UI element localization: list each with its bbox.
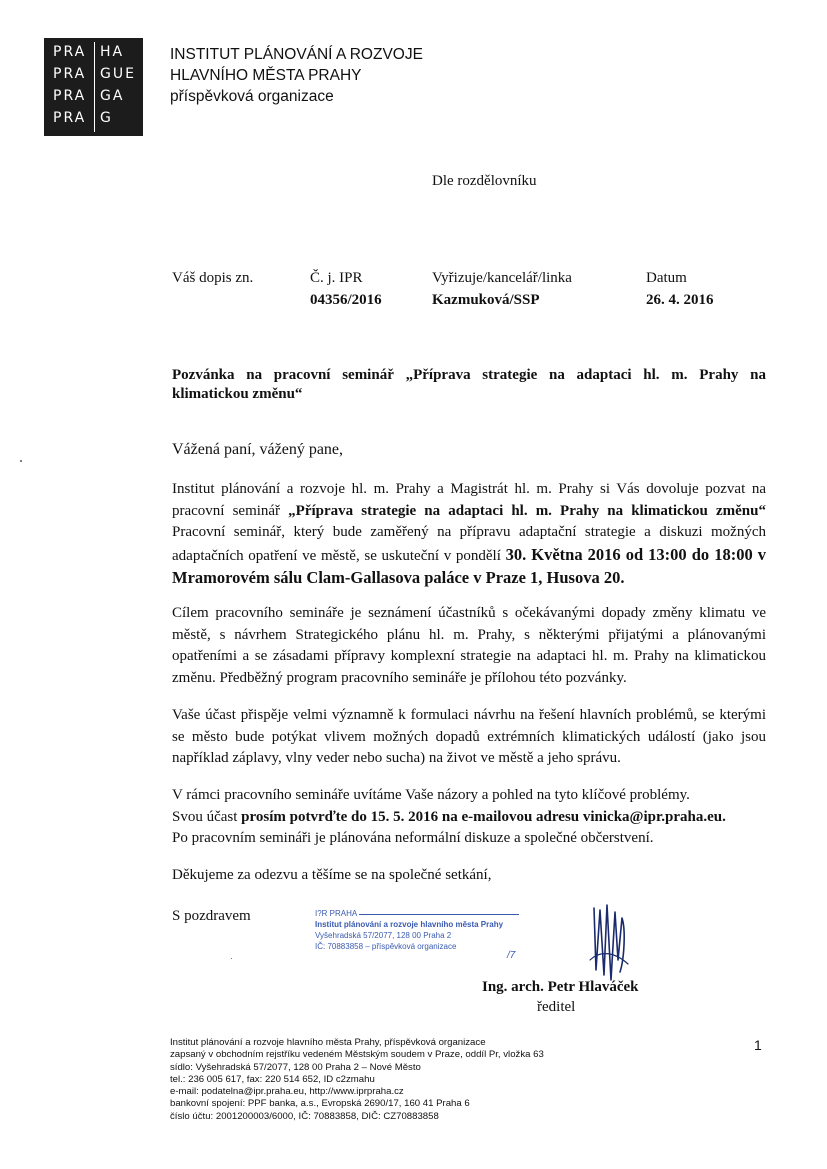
salutation: Vážená paní, vážený pane, <box>172 441 344 458</box>
seminar-title: „Příprava strategie na adaptaci hl. m. Prahy na klimatickou změnu“ <box>288 502 766 519</box>
footer-line: Institut plánování a rozvoje hlavního města Prahy, příspěvková organizace <box>170 1037 486 1048</box>
subject-line2: klimatickou změnu“ <box>172 386 303 402</box>
logo-text: PRA <box>53 44 87 60</box>
rsvp-line1: V rámci pracovního semináře uvítáme Vaše názory a pohled na tyto klíčové problémy. <box>172 787 690 803</box>
thanks: Děkujeme za odezvu a těšíme se na společné setkání, <box>172 867 492 883</box>
institute-type: příspěvková organizace <box>170 88 334 105</box>
institute-name-line2: HLAVNÍHO MĚSTA PRAHY <box>170 67 362 84</box>
stamp-text: I?R PRAHA <box>315 909 358 918</box>
handler-label: Vyřizuje/kancelář/linka <box>432 270 572 286</box>
paragraph-participation: Vaše účast přispěje velmi významně k formulaci návrhu na řešení hlavních problémů, se kterými se město bude potýkat vlivem možných dopadů extrémních klimatických událostí (jako jsou například záplavy, vlny veder nebo sucha) na život ve městě a jeho správu. <box>172 707 766 767</box>
organization-stamp <box>315 908 503 952</box>
institute-name-line1: INSTITUT PLÁNOVÁNÍ A ROZVOJE <box>170 46 423 63</box>
paragraph-rsvp <box>172 785 726 850</box>
scan-speck <box>231 958 232 959</box>
logo-text: PRA <box>53 110 87 126</box>
logo-text: HA <box>100 44 125 60</box>
paragraph-invitation <box>172 479 766 591</box>
logo-text: GA <box>100 88 125 104</box>
institute-heading <box>170 44 423 107</box>
logo-text: G <box>100 110 113 126</box>
stamp-text: Institut plánování a rozvoje hlavního města Prahy <box>315 920 504 929</box>
logo-text: PRA <box>53 88 87 104</box>
logo-text: GUE <box>100 66 136 82</box>
stamp-text: Vyšehradská 57/2077, 128 00 Praha 2 <box>315 931 452 940</box>
your-letter-label: Váš dopis zn. <box>172 270 254 286</box>
stamp-text: IČ: 70883858 – příspěvková organizace <box>315 942 457 951</box>
recipient: Dle rozdělovníku <box>432 173 537 189</box>
date-value: 26. 4. 2016 <box>646 292 714 308</box>
footer-line: tel.: 236 005 617, fax: 220 514 652, ID c2zmahu <box>170 1073 375 1085</box>
footer-line: zapsaný v obchodním rejstříku vedeném Městským soudem v Praze, oddíl Pr, vložka 63 <box>170 1049 544 1061</box>
logo-text: PRA <box>53 66 87 82</box>
ref-label: Č. j. IPR <box>310 270 363 286</box>
page-number: 1 <box>754 1037 762 1053</box>
signatory-title: ředitel <box>537 999 576 1015</box>
scan-speck <box>20 460 22 462</box>
p1-text: Institut plánování a rozvoje hl. m. Prahy a Magistrát hl. m. Prahy si Vás dovoluje pozvat na pracovní seminář <box>172 481 766 519</box>
paragraph-goal: Cílem pracovního semináře je seznámení účastníků s očekávanými dopady změny klimatu ve městě, s návrhem Strategického plánu hl. m. Prahy, s některými přijatými a plánovanými opatřeními a se zásadami přípravy komplexní strategie na adaptaci hl. m. Prahy na klimatickou změnu. Předběžný program pracovního semináře je přílohou této pozvánky. <box>172 605 766 686</box>
ref-value: 04356/2016 <box>310 292 382 308</box>
signatory-name: Ing. arch. Petr Hlaváček <box>482 979 639 995</box>
stamp-rule <box>359 914 519 915</box>
subject <box>172 366 766 404</box>
stamp-mark: /7 <box>507 950 516 961</box>
footer-line: číslo účtu: 2001200003/6000, IČ: 70883858, DIČ: CZ70883858 <box>170 1110 439 1122</box>
footer-line: e-mail: podatelna@ipr.praha.eu, http://www.iprpraha.cz <box>170 1086 404 1098</box>
seminar-date-place: 30. Května 2016 od 13:00 do 18:00 v Mramorovém sálu Clam-Gallasova paláce v Praze 1, Husova 20. <box>172 544 767 588</box>
logo-row <box>44 66 143 86</box>
regards: S pozdravem <box>172 908 251 924</box>
footer-line: bankovní spojení: PPF banka, a.s., Evropská 2690/17, 160 41 Praha 6 <box>170 1098 470 1110</box>
rsvp-line3: Po pracovním semináři je plánována neformální diskuze a společné občerstvení. <box>172 830 654 847</box>
rsvp-line2 <box>172 807 726 829</box>
handler-value: Kazmuková/SSP <box>432 292 540 308</box>
footer <box>170 1037 544 1123</box>
logo-row <box>44 44 143 64</box>
prague-logo <box>44 38 143 136</box>
subject-line1: Pozvánka na pracovní seminář „Příprava strategie na adaptaci hl. m. Prahy na <box>172 367 766 383</box>
p1-text: Pracovní seminář, který bude zaměřený na přípravu adaptační strategie a diskuzi možných adaptačních opatření ve městě, se uskuteční v pondělí <box>172 524 766 564</box>
rsvp-deadline: prosím potvrďte do 15. 5. 2016 na e-mailovou adresu vinicka@ipr.praha.eu. <box>241 808 726 825</box>
rsvp-text: Svou účast <box>172 808 242 825</box>
date-label: Datum <box>646 270 687 286</box>
logo-row <box>44 88 143 108</box>
logo-row <box>44 110 143 130</box>
footer-line: sídlo: Vyšehradská 57/2077, 128 00 Praha 2 – Nové Město <box>170 1061 421 1073</box>
